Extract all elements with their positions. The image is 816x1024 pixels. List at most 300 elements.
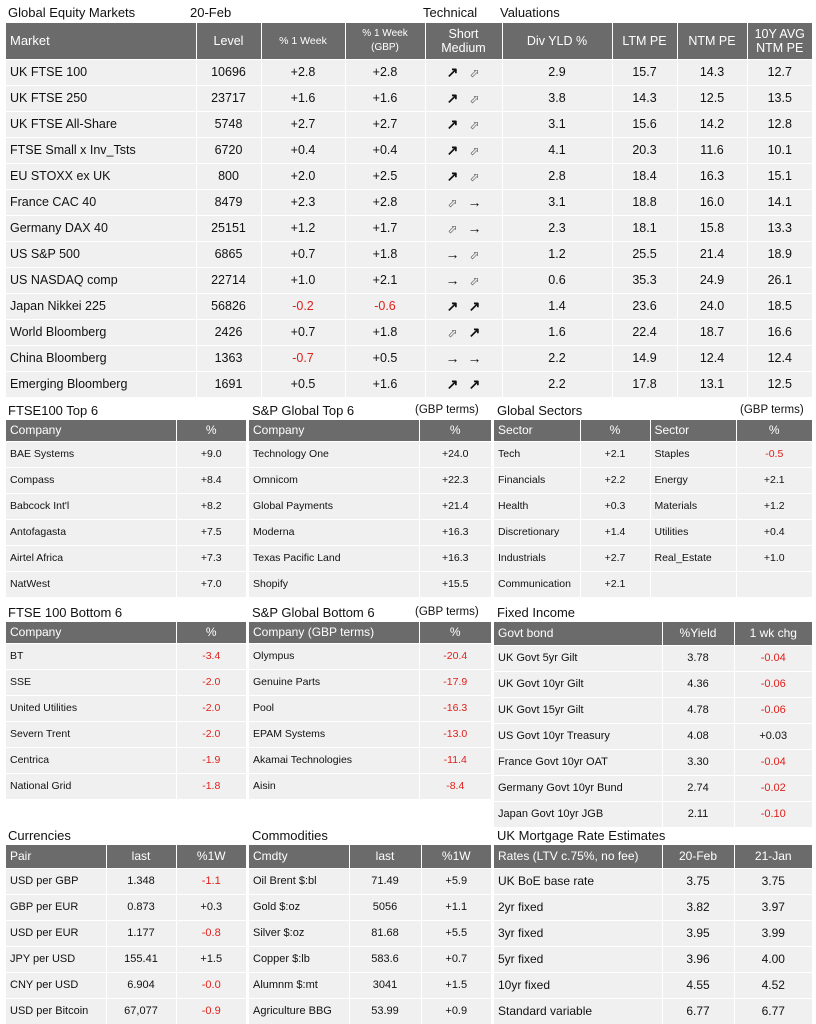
table-row xyxy=(6,493,246,519)
table-row xyxy=(494,723,812,749)
ntm-pe: 13.1 xyxy=(677,371,747,397)
market-1week-gbp: +0.4 xyxy=(345,137,425,163)
sp-bottom-table xyxy=(249,622,491,799)
col-level: Level xyxy=(196,23,261,59)
table-row xyxy=(494,920,812,946)
row-label: Health xyxy=(494,493,580,519)
commodities-header-row xyxy=(249,845,491,868)
div-yield: 3.8 xyxy=(502,85,612,111)
market-name: France CAC 40 xyxy=(6,189,196,215)
table-row xyxy=(494,697,812,723)
div-yield: 1.4 xyxy=(502,293,612,319)
market-name: UK FTSE All-Share xyxy=(6,111,196,137)
trend-arrows xyxy=(425,85,502,111)
avg-ntm-pe: 12.5 xyxy=(747,371,812,397)
ntm-pe: 16.3 xyxy=(677,163,747,189)
row-value: -0.04 xyxy=(734,645,812,671)
col-header: % xyxy=(176,622,246,643)
ltm-pe: 20.3 xyxy=(612,137,677,163)
row-value: +0.4 xyxy=(736,519,812,545)
market-1week: +0.5 xyxy=(261,371,345,397)
div-yield: 2.3 xyxy=(502,215,612,241)
arrow-right-icon: → xyxy=(445,350,460,366)
row-value: 1.348 xyxy=(106,868,176,894)
arrow-up-right-outline-icon: ⬀ xyxy=(469,143,480,158)
ltm-pe: 23.6 xyxy=(612,293,677,319)
market-level: 6720 xyxy=(196,137,261,163)
col-ntm-pe: NTM PE xyxy=(677,23,747,59)
row-value: +0.03 xyxy=(734,723,812,749)
market-1week: +2.0 xyxy=(261,163,345,189)
row-value: -0.02 xyxy=(734,775,812,801)
table-row xyxy=(6,695,246,721)
col-header: %Yield xyxy=(662,622,734,645)
market-1week-gbp: +0.5 xyxy=(345,345,425,371)
table-row xyxy=(6,467,246,493)
col-header: %1W xyxy=(176,845,246,868)
valuations-label: Valuations xyxy=(500,5,560,20)
row-value: 4.00 xyxy=(734,946,812,972)
market-1week-gbp: +1.6 xyxy=(345,85,425,111)
row-value: +0.7 xyxy=(421,946,491,972)
avg-ntm-pe: 13.5 xyxy=(747,85,812,111)
sectors-header-row xyxy=(494,420,812,441)
row-value: 155.41 xyxy=(106,946,176,972)
row-label: GBP per EUR xyxy=(6,894,106,920)
avg-ntm-pe: 12.8 xyxy=(747,111,812,137)
div-yield: 3.1 xyxy=(502,189,612,215)
col-header: Sector xyxy=(494,420,580,441)
row-label: Industrials xyxy=(494,545,580,571)
row-value: +2.7 xyxy=(580,545,650,571)
arrow-up-right-icon: ↗ xyxy=(446,115,459,132)
table-row xyxy=(6,545,246,571)
table-row xyxy=(249,467,491,493)
row-value: +1.0 xyxy=(736,545,812,571)
col-market: Market xyxy=(6,23,196,59)
table-row xyxy=(249,695,491,721)
row-value: 2.74 xyxy=(662,775,734,801)
ftse-bottom-table xyxy=(6,622,246,799)
row-value: 3.30 xyxy=(662,749,734,775)
market-1week: +1.6 xyxy=(261,85,345,111)
row-value: 3.95 xyxy=(662,920,734,946)
row-label: Japan Govt 10yr JGB xyxy=(494,801,662,827)
row-label: NatWest xyxy=(6,571,176,597)
market-row xyxy=(6,85,812,111)
row-value: +16.3 xyxy=(419,545,491,571)
row-label: Utilities xyxy=(650,519,736,545)
row-value: 6.904 xyxy=(106,972,176,998)
equity-header-row xyxy=(6,23,812,59)
row-value: -3.4 xyxy=(176,643,246,669)
sp-bottom-header-row xyxy=(249,622,491,643)
market-name: China Bloomberg xyxy=(6,345,196,371)
table-row xyxy=(249,747,491,773)
table-row xyxy=(6,894,246,920)
fixed-income-title: Fixed Income xyxy=(497,605,576,620)
col-header: % xyxy=(736,420,812,441)
fixed-income-table xyxy=(494,622,812,827)
market-1week: +2.8 xyxy=(261,59,345,85)
row-value: 67,077 xyxy=(106,998,176,1024)
trend-arrows xyxy=(425,111,502,137)
col-header: 20-Feb xyxy=(662,845,734,868)
ltm-pe: 14.9 xyxy=(612,345,677,371)
table-row xyxy=(6,972,246,998)
row-label: 3yr fixed xyxy=(494,920,662,946)
table-row xyxy=(6,946,246,972)
div-yield: 3.1 xyxy=(502,111,612,137)
col-header: Company xyxy=(6,420,176,441)
arrow-right-icon: → xyxy=(467,194,482,210)
row-label: Germany Govt 10yr Bund xyxy=(494,775,662,801)
row-value: 3041 xyxy=(349,972,421,998)
arrow-up-right-icon: ↗ xyxy=(446,63,459,80)
div-yield: 0.6 xyxy=(502,267,612,293)
row-value: +5.5 xyxy=(421,920,491,946)
market-1week-gbp: +2.8 xyxy=(345,59,425,85)
row-label: Alumnm $:mt xyxy=(249,972,349,998)
div-yield: 1.2 xyxy=(502,241,612,267)
row-value: -8.4 xyxy=(419,773,491,799)
ntm-pe: 12.5 xyxy=(677,85,747,111)
trend-arrows xyxy=(425,241,502,267)
row-label: Omnicom xyxy=(249,467,419,493)
row-value: +15.5 xyxy=(419,571,491,597)
ftse-top-table xyxy=(6,420,246,597)
row-label: EPAM Systems xyxy=(249,721,419,747)
table-row xyxy=(6,721,246,747)
col-header: 1 wk chg xyxy=(734,622,812,645)
row-value: 4.36 xyxy=(662,671,734,697)
row-value: 2.11 xyxy=(662,801,734,827)
market-row xyxy=(6,215,812,241)
row-value: 3.75 xyxy=(662,868,734,894)
fixed-income-header-row xyxy=(494,622,812,645)
arrow-up-right-icon: ↗ xyxy=(446,89,459,106)
market-row xyxy=(6,293,812,319)
market-name: US S&P 500 xyxy=(6,241,196,267)
row-label: US Govt 10yr Treasury xyxy=(494,723,662,749)
row-value: +21.4 xyxy=(419,493,491,519)
row-value: +0.3 xyxy=(580,493,650,519)
row-value: 3.75 xyxy=(734,868,812,894)
row-label: Olympus xyxy=(249,643,419,669)
row-value: 53.99 xyxy=(349,998,421,1024)
ntm-pe: 18.7 xyxy=(677,319,747,345)
row-value: 71.49 xyxy=(349,868,421,894)
col-header: %1W xyxy=(421,845,491,868)
table-row xyxy=(494,493,812,519)
row-label: Severn Trent xyxy=(6,721,176,747)
ntm-pe: 24.9 xyxy=(677,267,747,293)
row-value: 3.99 xyxy=(734,920,812,946)
row-label: Compass xyxy=(6,467,176,493)
col-div-yld: Div YLD % xyxy=(502,23,612,59)
table-row xyxy=(6,868,246,894)
ltm-pe: 25.5 xyxy=(612,241,677,267)
row-value: -2.0 xyxy=(176,695,246,721)
row-value: -0.9 xyxy=(176,998,246,1024)
sp-top-header-row xyxy=(249,420,491,441)
table-row xyxy=(249,946,491,972)
arrow-up-right-icon: ↗ xyxy=(468,297,481,314)
row-label: Pool xyxy=(249,695,419,721)
market-level: 2426 xyxy=(196,319,261,345)
sectors-note: (GBP terms) xyxy=(740,404,804,416)
arrow-right-icon: → xyxy=(445,272,460,288)
row-value: -0.5 xyxy=(736,441,812,467)
arrow-right-icon: → xyxy=(467,350,482,366)
currencies-title: Currencies xyxy=(8,828,71,843)
table-row xyxy=(494,894,812,920)
col-10y-avg: 10Y AVG NTM PE xyxy=(747,23,812,59)
market-level: 1363 xyxy=(196,345,261,371)
table-row xyxy=(494,571,812,597)
row-value: +2.1 xyxy=(580,571,650,597)
ltm-pe: 35.3 xyxy=(612,267,677,293)
avg-ntm-pe: 13.3 xyxy=(747,215,812,241)
row-value: -0.0 xyxy=(176,972,246,998)
row-value: +2.2 xyxy=(580,467,650,493)
market-1week-gbp: +1.6 xyxy=(345,371,425,397)
row-label: United Utilities xyxy=(6,695,176,721)
col-header: Company xyxy=(6,622,176,643)
row-label: USD per EUR xyxy=(6,920,106,946)
row-value: +1.4 xyxy=(580,519,650,545)
col-header: 21-Jan xyxy=(734,845,812,868)
table-row xyxy=(249,972,491,998)
market-1week-gbp: +2.8 xyxy=(345,189,425,215)
market-name: UK FTSE 250 xyxy=(6,85,196,111)
table-row xyxy=(6,998,246,1024)
row-label: Akamai Technologies xyxy=(249,747,419,773)
row-value: -0.06 xyxy=(734,671,812,697)
row-label: SSE xyxy=(6,669,176,695)
row-value: 3.96 xyxy=(662,946,734,972)
avg-ntm-pe: 12.7 xyxy=(747,59,812,85)
avg-ntm-pe: 26.1 xyxy=(747,267,812,293)
table-row xyxy=(494,519,812,545)
div-yield: 1.6 xyxy=(502,319,612,345)
ltm-pe: 18.4 xyxy=(612,163,677,189)
market-name: Japan Nikkei 225 xyxy=(6,293,196,319)
table-row xyxy=(494,671,812,697)
avg-ntm-pe: 12.4 xyxy=(747,345,812,371)
trend-arrows xyxy=(425,215,502,241)
row-value: 4.55 xyxy=(662,972,734,998)
market-1week: +0.7 xyxy=(261,241,345,267)
market-name: World Bloomberg xyxy=(6,319,196,345)
col-header: % xyxy=(419,420,491,441)
row-label: 2yr fixed xyxy=(494,894,662,920)
col-header: last xyxy=(106,845,176,868)
col-header: Cmdty xyxy=(249,845,349,868)
row-value: +1.2 xyxy=(736,493,812,519)
trend-arrows xyxy=(425,137,502,163)
row-value: 6.77 xyxy=(662,998,734,1024)
market-1week-gbp: +1.7 xyxy=(345,215,425,241)
mortgage-table xyxy=(494,845,812,1024)
table-row xyxy=(494,998,812,1024)
row-label: Global Payments xyxy=(249,493,419,519)
market-1week-gbp: +2.7 xyxy=(345,111,425,137)
table-row xyxy=(6,773,246,799)
market-name: EU STOXX ex UK xyxy=(6,163,196,189)
market-level: 5748 xyxy=(196,111,261,137)
row-value: +1.5 xyxy=(421,972,491,998)
row-value: -0.8 xyxy=(176,920,246,946)
sp-top-title: S&P Global Top 6 xyxy=(252,403,355,418)
ntm-pe: 24.0 xyxy=(677,293,747,319)
trend-arrows xyxy=(425,267,502,293)
market-level: 8479 xyxy=(196,189,261,215)
market-row xyxy=(6,111,812,137)
row-value: +24.0 xyxy=(419,441,491,467)
row-value: +1.1 xyxy=(421,894,491,920)
trend-arrows xyxy=(425,189,502,215)
col-header: Company xyxy=(249,420,419,441)
currencies-table xyxy=(6,845,246,1024)
row-value: -2.0 xyxy=(176,721,246,747)
row-label: CNY per USD xyxy=(6,972,106,998)
table-row xyxy=(494,946,812,972)
table-row xyxy=(6,920,246,946)
arrow-up-right-icon: ↗ xyxy=(446,375,459,392)
div-yield: 2.2 xyxy=(502,371,612,397)
trend-arrows xyxy=(425,345,502,371)
col-header: Rates (LTV c.75%, no fee) xyxy=(494,845,662,868)
avg-ntm-pe: 14.1 xyxy=(747,189,812,215)
row-label: Antofagasta xyxy=(6,519,176,545)
commodities-table xyxy=(249,845,491,1024)
table-row xyxy=(6,571,246,597)
row-label: National Grid xyxy=(6,773,176,799)
row-value: 5056 xyxy=(349,894,421,920)
ntm-pe: 11.6 xyxy=(677,137,747,163)
row-value: -1.8 xyxy=(176,773,246,799)
col-header: % xyxy=(580,420,650,441)
market-1week-gbp: +2.5 xyxy=(345,163,425,189)
row-value: +2.1 xyxy=(580,441,650,467)
row-label: Babcock Int'l xyxy=(6,493,176,519)
row-value: +5.9 xyxy=(421,868,491,894)
row-value: +0.9 xyxy=(421,998,491,1024)
ftse-bottom-title: FTSE 100 Bottom 6 xyxy=(8,605,123,620)
row-value: 3.78 xyxy=(662,645,734,671)
arrow-up-right-icon: ↗ xyxy=(446,297,459,314)
row-label: 5yr fixed xyxy=(494,946,662,972)
trend-arrows xyxy=(425,293,502,319)
ntm-pe: 16.0 xyxy=(677,189,747,215)
technical-label: Technical xyxy=(423,5,478,20)
market-row xyxy=(6,345,812,371)
sp-top-table xyxy=(249,420,491,597)
row-label: Technology One xyxy=(249,441,419,467)
market-1week-gbp: +1.8 xyxy=(345,241,425,267)
row-value: 0.873 xyxy=(106,894,176,920)
row-label: Financials xyxy=(494,467,580,493)
trend-arrows xyxy=(425,59,502,85)
row-label: Standard variable xyxy=(494,998,662,1024)
table-row xyxy=(249,721,491,747)
row-value: -0.04 xyxy=(734,749,812,775)
market-row xyxy=(6,319,812,345)
arrow-up-right-outline-icon: ⬀ xyxy=(469,274,480,288)
market-name: Germany DAX 40 xyxy=(6,215,196,241)
table-row xyxy=(249,545,491,571)
market-row xyxy=(6,163,812,189)
market-level: 56826 xyxy=(196,293,261,319)
market-name: Emerging Bloomberg xyxy=(6,371,196,397)
table-row xyxy=(6,643,246,669)
ntm-pe: 21.4 xyxy=(677,241,747,267)
div-yield: 2.2 xyxy=(502,345,612,371)
market-level: 1691 xyxy=(196,371,261,397)
market-1week: +1.2 xyxy=(261,215,345,241)
market-row xyxy=(6,59,812,85)
table-row xyxy=(249,643,491,669)
sectors-title: Global Sectors xyxy=(497,403,583,418)
col-header: Company (GBP terms) xyxy=(249,622,419,643)
market-level: 25151 xyxy=(196,215,261,241)
col-header: Sector xyxy=(650,420,736,441)
row-value: 81.68 xyxy=(349,920,421,946)
mortgage-title: UK Mortgage Rate Estimates xyxy=(497,828,666,843)
avg-ntm-pe: 18.5 xyxy=(747,293,812,319)
avg-ntm-pe: 16.6 xyxy=(747,319,812,345)
market-1week: +2.7 xyxy=(261,111,345,137)
row-value: 583.6 xyxy=(349,946,421,972)
row-value: -20.4 xyxy=(419,643,491,669)
table-row xyxy=(494,645,812,671)
arrow-up-right-icon: ↗ xyxy=(446,167,459,184)
trend-arrows xyxy=(425,371,502,397)
market-1week: +1.0 xyxy=(261,267,345,293)
table-row xyxy=(494,868,812,894)
row-value: 3.97 xyxy=(734,894,812,920)
col-header: Govt bond xyxy=(494,622,662,645)
market-1week-gbp: +2.1 xyxy=(345,267,425,293)
row-value: -0.06 xyxy=(734,697,812,723)
row-value: 3.82 xyxy=(662,894,734,920)
row-label: Staples xyxy=(650,441,736,467)
row-label: Aisin xyxy=(249,773,419,799)
ltm-pe: 18.8 xyxy=(612,189,677,215)
table-row xyxy=(494,749,812,775)
arrow-up-right-outline-icon: ⬀ xyxy=(469,117,480,132)
row-label: Silver $:oz xyxy=(249,920,349,946)
market-name: US NASDAQ comp xyxy=(6,267,196,293)
arrow-up-right-outline-icon: ⬀ xyxy=(447,222,458,236)
row-label: Centrica xyxy=(6,747,176,773)
market-name: FTSE Small x Inv_Tsts xyxy=(6,137,196,163)
div-yield: 2.9 xyxy=(502,59,612,85)
row-value: -1.9 xyxy=(176,747,246,773)
ntm-pe: 12.4 xyxy=(677,345,747,371)
row-label: JPY per USD xyxy=(6,946,106,972)
ntm-pe: 14.3 xyxy=(677,59,747,85)
market-1week: +0.7 xyxy=(261,319,345,345)
row-label: Genuine Parts xyxy=(249,669,419,695)
mortgage-header-row xyxy=(494,845,812,868)
market-1week: +0.4 xyxy=(261,137,345,163)
col-1week: % 1 Week xyxy=(261,23,345,59)
arrow-right-icon: → xyxy=(445,246,460,262)
row-value: +2.1 xyxy=(736,467,812,493)
row-label: Moderna xyxy=(249,519,419,545)
